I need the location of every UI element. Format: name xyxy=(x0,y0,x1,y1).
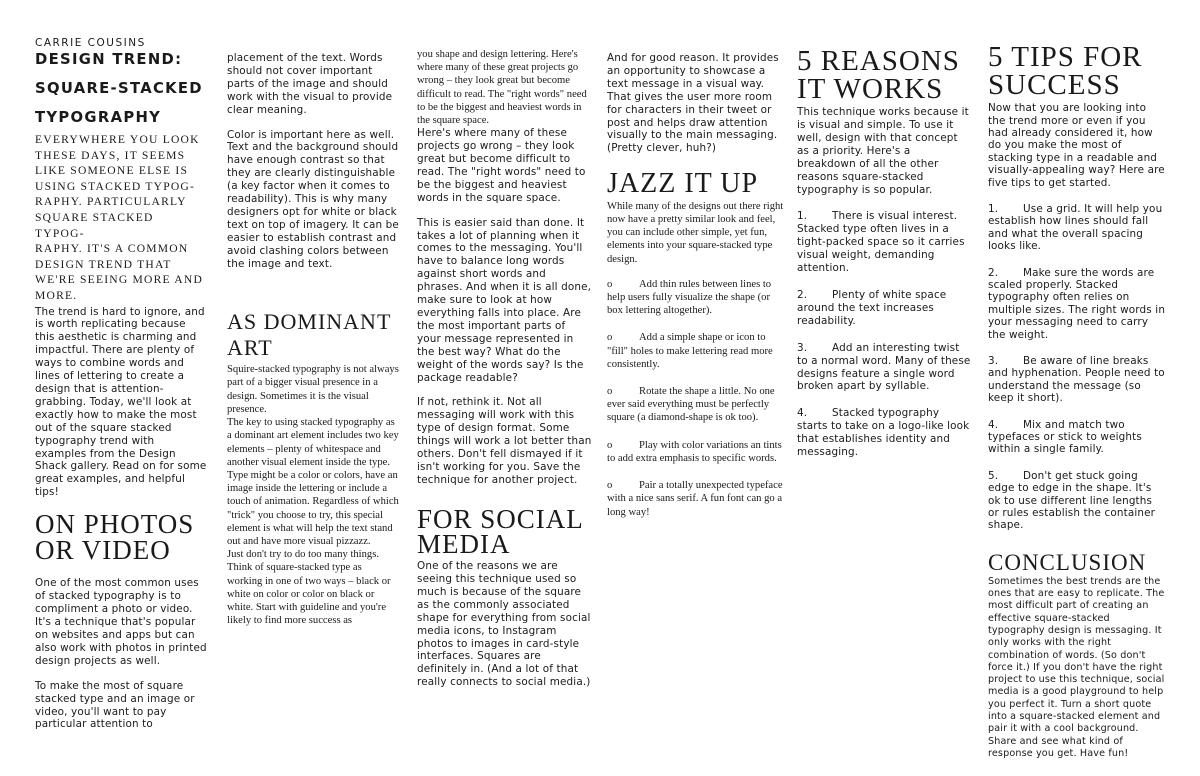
author-name: CARRIE COUSINS xyxy=(35,37,146,49)
column-3 xyxy=(417,48,592,689)
intro-standfirst xyxy=(35,132,207,304)
photos-paragraph-2: To make the most of square stacked type and an image or video, you'll want to pay particular attention to xyxy=(35,679,195,731)
list-item: 2. Plenty of white space around the text increases readability. xyxy=(797,288,947,327)
bullet-icon: o xyxy=(607,439,613,451)
intro-line: LIKE SOMEONE ELSE IS xyxy=(35,164,189,178)
intro-line: MORE. xyxy=(35,288,78,302)
heading-5-tips: 5 TIPS FOR SUCCESS xyxy=(988,41,1143,101)
tips-intro: Now that you are looking into the trend more or even if you had already considered it, how do you make the most of stacking type in a readable and visually-appealing way? Here are five tips to get started. xyxy=(988,102,1165,189)
intro-line: EVERYWHERE YOU LOOK xyxy=(35,133,200,146)
intro-line: USING STACKED TYPOG- xyxy=(35,179,196,193)
dominant-paragraph-4: you shape and design lettering. Here's where many of these great projects go wrong – they look great but become difficult to read. The "right words" need to be the biggest and heaviest words in the square space. xyxy=(417,49,587,127)
list-item: 1. Use a grid. It will help you establish how lines should fall and what the overall spacing looks like. xyxy=(988,202,1163,253)
photos-paragraph-4: Color is important here as well. Text and the background should have enough contrast so that they are clearly distinguishable (a key factor when it comes to readability). This is why many designers opt for white or black text on top of imagery. It can be easier to establish contrast and avoid clashing colors between the image and text. xyxy=(227,128,399,270)
heading-5-reasons: 5 REASONS IT WORKS xyxy=(797,45,960,105)
tips-list xyxy=(988,203,1166,532)
heading-on-photos: ON PHOTOS OR VIDEO xyxy=(35,509,195,565)
heading-dominant-art: AS DOMINANT ART xyxy=(227,308,391,360)
intro-line: WE'RE SEEING MORE AND xyxy=(35,273,204,287)
intro-line: THESE DAYS, IT SEEMS xyxy=(35,148,186,162)
dominant-paragraph-5: Here's where many of these projects go wrong – they look great but become difficult to read. The "right words" need to be the biggest and heaviest words in the square space. xyxy=(417,127,586,204)
list-item: 1. There is visual interest. Stacked type often lives in a tight-packed space so it carries visual weight, demanding attention. xyxy=(797,210,965,275)
list-item: o Add thin rules between lines to help users fully visualize the shape (or box lettering altogether). xyxy=(607,278,772,317)
reasons-list xyxy=(797,210,972,459)
bullet-icon: o xyxy=(607,480,613,492)
list-item: o Pair a totally unexpected typeface with a nice sans serif. A fun font can go a long way! xyxy=(607,480,783,518)
dominant-paragraph-1: Squire-stacked typography is not always part of a bigger visual presence in a design. Sometimes it is the visual presence. xyxy=(227,364,399,415)
jazz-list xyxy=(607,278,785,519)
heading-conclusion: CONCLUSION xyxy=(988,549,1147,575)
column-2 xyxy=(227,52,399,627)
intro-line: RAPHY. IT'S A COMMON xyxy=(35,242,189,256)
list-item: 2. Make sure the words are scaled properly. Stacked typography often relies on multiple sizes. The right words in your messaging need to carry the weight. xyxy=(988,266,1166,341)
list-item: o Play with color variations an tints to add extra emphasis to specific words. xyxy=(607,439,782,464)
jazz-intro: While many of the designs out there right now have a pretty similar look and feel, you can include other simple, yet fun, elements into your square-stacked type design. xyxy=(607,200,784,265)
column-5 xyxy=(797,45,972,459)
list-item: 3. Add an interesting twist to a normal word. Many of these designs feature a single word broken apart by syllable. xyxy=(797,341,971,393)
reasons-intro: This technique works because it is visual and simple. To use it well, design with that concept as a priority. Here's a breakdown of all the other reasons square-stacked typography is so popular. xyxy=(797,106,969,196)
list-item: 5. Don't get stuck going edge to edge in the shape. It's ok to use different line lengths or rules establish the container shape. xyxy=(988,469,1156,532)
bullet-icon: o xyxy=(607,386,613,398)
column-4 xyxy=(607,52,785,519)
bullet-icon: o xyxy=(607,332,613,344)
conclusion-text: Sometimes the best trends are the ones that are easy to replicate. The most difficult part of creating an effective square-stacked typography design is messaging. It only works with the right combination of words. (So don't force it.) If you don't have the right project to use this technique, social media is a good playground to help you perfect it. Turn a short quote into a square-stacked element and pair it with a cool background. Share and see what kind of response you get. Have fun! xyxy=(988,575,1165,759)
social-paragraph-2: And for good reason. It provides an opportunity to showcase a text message in a visual way. That gives the user more room for characters in their tweet or post and helps draw attention visually to the main messaging. (Pretty clever, huh?) xyxy=(607,52,779,155)
column-1 xyxy=(35,37,207,731)
dominant-paragraph-7: If not, rethink it. Not all messaging will work with this type of design format. Some things will work a lot better than others. Don't fell dismayed if it isn't working for you. Save the technique for another project. xyxy=(417,396,592,486)
social-paragraph-1: One of the reasons we are seeing this technique used so much is because of the square as the commonly associated shape for everything from social media icons, to Instagram photos to images in card-style interfaces. Squares are definitely in. (And a lot of that really connects to social media.) xyxy=(417,560,591,689)
dominant-paragraph-2: The key to using stacked typography as a dominant art element includes two key elements – plenty of whitespace and another visual element inside the type. Type might be a color or colors, have an image inside the lettering or include a touch of animation. Regardless of which "trick" you choose to try, this special element is what will help the text stand out and have more visual pizzazz. xyxy=(227,417,399,547)
column-6 xyxy=(988,41,1166,760)
list-item: 3. Be aware of line breaks and hyphenation. People need to understand the message (so keep it short). xyxy=(988,355,1165,405)
photos-paragraph-3: placement of the text. Words should not cover important parts of the image and should work with the visual to provide clear meaning. xyxy=(227,52,393,116)
heading-social-media: FOR SOCIAL MEDIA xyxy=(417,503,583,560)
intro-line: DESIGN TREND THAT xyxy=(35,257,172,271)
title-line-3: TYPOGRAPHY xyxy=(35,109,162,126)
bullet-icon: o xyxy=(607,278,613,290)
dominant-paragraph-3: Just don't try to do too many things. Think of square-stacked type as working in one of two ways – black or white on color or color on black or white. Start with guideline and you're likely to find more success as xyxy=(227,549,391,627)
article-title xyxy=(35,51,207,126)
title-line-1: DESIGN TREND: xyxy=(35,51,183,68)
list-item: 4. Stacked typography starts to take on a logo-like look that establishes identity and messaging. xyxy=(797,407,970,459)
intro-line: SQUARE STACKED TYPOG- xyxy=(35,210,154,240)
intro-body: The trend is hard to ignore, and is worth replicating because this aesthetic is charming and impactful. There are plenty of ways to combine words and lines of lettering to create a design that is attention-grabbing. Today, we'll look at exactly how to make the most out of the square stacked typography trend with examples from the Design Shack gallery. Read on for some great examples, and helpful tips! xyxy=(35,305,207,499)
heading-jazz-it-up: JAZZ IT UP xyxy=(607,168,759,200)
list-item: 4. Mix and match two typefaces or stick to weights within a single family. xyxy=(988,418,1142,456)
title-line-2: SQUARE-STACKED xyxy=(35,80,203,97)
list-item: o Rotate the shape a little. No one ever said everything must be perfectly square (a diamond-shape is ok too). xyxy=(607,386,775,424)
photos-paragraph-1: One of the most common uses of stacked typography is to compliment a photo or video. It's a technique that's popular on websites and apps but can also work with photos in printed design projects as well. xyxy=(35,577,207,667)
dominant-paragraph-6: This is easier said than done. It takes a lot of planning when it comes to the messaging. You'll have to balance long words against short words and phrases. And when it is all done, make sure to look at how everything falls into place. Are the most important parts of your message represented in the best way? What do the weight of the words say? Is the package readable? xyxy=(417,216,592,384)
list-item: o Add a simple shape or icon to "fill" holes to make lettering read more consistently. xyxy=(607,332,773,370)
intro-line: RAPHY. PARTICULARLY xyxy=(35,195,187,209)
